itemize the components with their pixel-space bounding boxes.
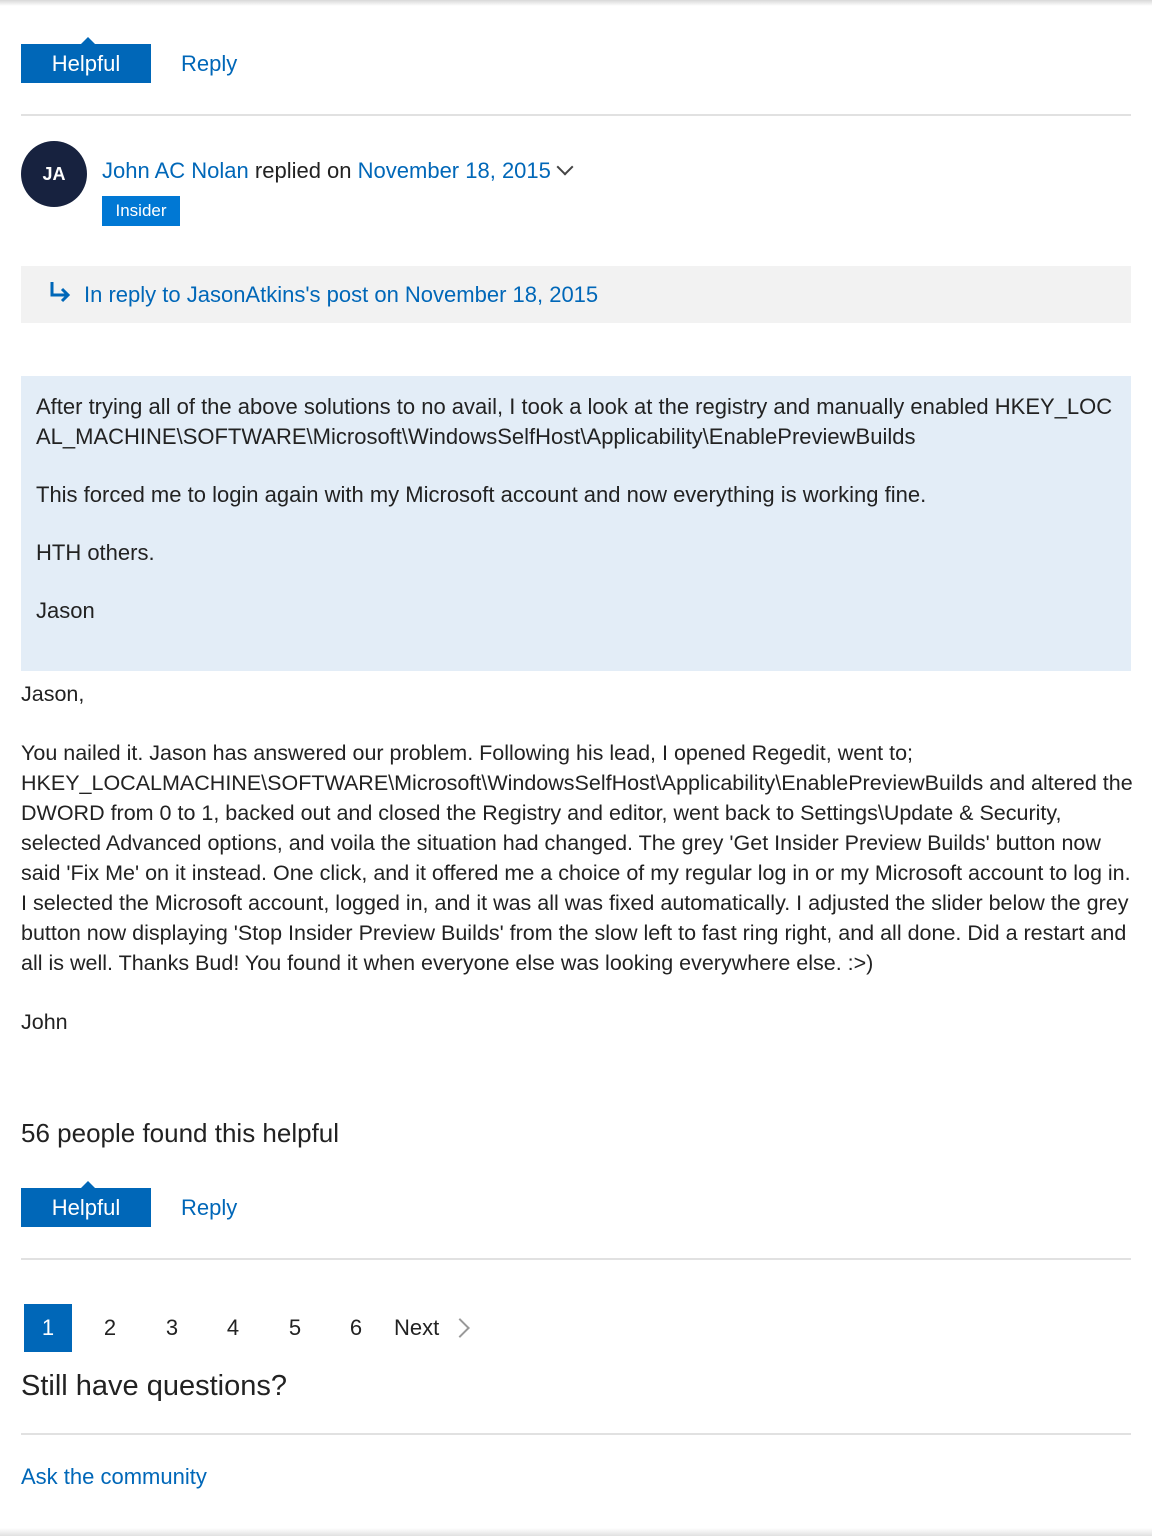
post-meta	[102, 158, 571, 184]
quote-paragraph-3: HTH others.	[36, 540, 155, 565]
still-have-questions-heading: Still have questions?	[21, 1370, 287, 1402]
top-scroll-shadow	[0, 0, 1152, 6]
page-2[interactable]: 2	[103, 1315, 117, 1340]
chevron-down-icon[interactable]	[556, 159, 573, 176]
quote-paragraph-4: Jason	[36, 598, 95, 623]
helpful-label: Helpful	[51, 50, 121, 76]
page-3[interactable]: 3	[165, 1315, 179, 1340]
divider	[21, 114, 1131, 116]
reply-button-top[interactable]: Reply	[181, 51, 238, 76]
body-main: You nailed it. Jason has answered our problem. Following his lead, I opened Regedit, went to; HKEY_LOCALMACHINE\SOFTWARE\Microsoft\WindowsSelfHost\Applicability\EnablePreviewBuilds and altered the DWORD from 0 to 1, backed out and closed the Registry and editor, went back to Settings\Update & Security, selected Advanced options, and voila the situation had changed. The grey 'Get Insider Preview Builds' button now said 'Fix Me' on it instead. One click, and it offered me a choice of my regular log in or my Microsoft account to log in. I selected the Microsoft account, logged in, and it was all was fixed automatically. I adjusted the slider below the grey button now displaying 'Stop Insider Preview Builds' from the slow left to fast ring right, and all done. Did a restart and all is well. Thanks Bud! You found it when everyone else was looking everywhere else. :>)	[21, 741, 1133, 975]
next-label: Next	[394, 1315, 440, 1340]
divider	[21, 1433, 1131, 1435]
page-4[interactable]: 4	[226, 1315, 240, 1340]
helpful-count: 56 people found this helpful	[21, 1118, 340, 1148]
divider	[21, 1258, 1131, 1260]
body-greeting: Jason,	[21, 682, 85, 706]
replied-on-text: replied on	[254, 158, 352, 183]
helpful-button-top[interactable]	[21, 44, 151, 83]
in-reply-to-link[interactable]: In reply to JasonAtkins's post on November 18, 2015	[84, 282, 599, 307]
reply-arrow-icon	[47, 280, 73, 306]
post-date-link[interactable]: November 18, 2015	[357, 158, 551, 183]
helpful-button[interactable]	[21, 1188, 151, 1227]
avatar[interactable]: JA	[21, 141, 87, 207]
insider-badge: Insider	[102, 196, 180, 226]
helpful-label: Helpful	[51, 1194, 121, 1220]
in-reply-to-bar[interactable]	[21, 266, 1131, 323]
body-signature: John	[21, 1010, 68, 1034]
next-page-button[interactable]	[394, 1304, 467, 1352]
ask-community-link[interactable]: Ask the community	[21, 1464, 207, 1489]
reply-button[interactable]: Reply	[181, 1195, 238, 1220]
page-6[interactable]: 6	[349, 1315, 363, 1340]
helpful-notch	[81, 1181, 95, 1188]
helpful-notch	[81, 37, 95, 44]
quote-paragraph-1: After trying all of the above solutions to no avail, I took a look at the registry and manually enabled HKEY_LOCAL_MACHINE\SOFTWARE\Microsoft\WindowsSelfHost\Applicability\EnablePreviewBuilds	[36, 394, 1113, 449]
bottom-scroll-shadow	[0, 1528, 1152, 1536]
page-1[interactable]: 1	[24, 1304, 72, 1352]
quoted-post	[21, 376, 1131, 671]
author-link[interactable]: John AC Nolan	[102, 158, 249, 183]
post-body	[21, 679, 1133, 1037]
page-5[interactable]: 5	[288, 1315, 302, 1340]
quote-paragraph-2: This forced me to login again with my Microsoft account and now everything is working fine.	[36, 482, 927, 507]
chevron-right-icon	[450, 1318, 470, 1338]
